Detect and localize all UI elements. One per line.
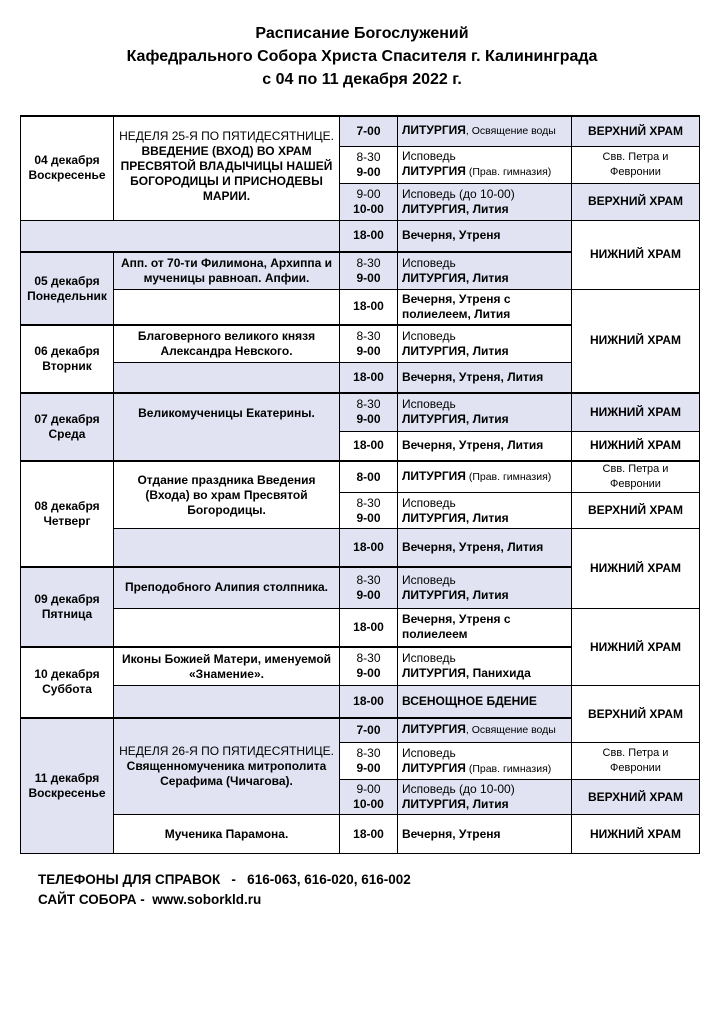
service-time: 7-00 [340,718,398,743]
location-cell: ВЕРХНИЙ ХРАМ [572,686,700,743]
location-cell: Свв. Петра и Февронии [572,461,700,493]
service-line-1: Исповедь [402,328,456,343]
table-row [21,393,700,431]
service-time [340,567,398,609]
table-row [21,686,700,718]
empty-cell [114,529,340,567]
service-note: , Освящение воды [465,125,556,138]
page-footer [38,870,411,910]
service-cell [398,116,572,146]
location-cell: НИЖНИЙ ХРАМ [572,393,700,431]
service-time: 18-00 [340,529,398,567]
service-time [340,252,398,289]
service-cell [398,393,572,431]
header-cathedral: Кафедрального Собора Христа Спасителя г. Калининграда [126,48,598,65]
service-line-1: Исповедь [402,397,456,412]
location-cell: НИЖНИЙ ХРАМ [572,609,700,686]
service-line-1: Исповедь [402,651,456,666]
feast-name: ВВЕДЕНИЕ (ВХОД) ВО ХРАМ ПРЕСВЯТОЙ ВЛАДЫЧИЦЫ НАШЕЙ БОГОРОДИЦЫ И ПРИСНОДЕВЫ МАРИИ. [120,144,333,203]
service-time: 8-00 [340,461,398,493]
service-note: , Освящение воды [465,724,556,737]
service-cell: Вечерня, Утреня [398,815,572,854]
service-cell [398,780,572,815]
saint-cell: Великомученицы Екатерины. [114,393,340,461]
time-1: 8-30 [356,397,381,412]
table-row [21,609,700,647]
day-weekday: Понедельник [27,288,107,303]
day-weekday: Воскресенье [28,168,106,183]
service-line-1: Исповедь (до 10-00) [402,186,515,201]
service-time [340,183,398,220]
service-cell: Вечерня, Утреня, Лития [398,431,572,461]
service-cell: Вечерня, Утреня, Лития [398,362,572,393]
day-date: 04 декабря [34,153,100,168]
day-cell-08 [21,461,114,567]
day-date: 09 декабря [34,591,100,606]
time-1: 8-30 [356,746,381,760]
day-cell-04 [21,116,114,220]
time-1: 8-30 [356,572,381,587]
time-1: 8-30 [356,328,381,343]
service-time: 18-00 [340,289,398,325]
service-time [340,393,398,431]
feast-name: Священномученика митрополита Серафима (Чичагова). [126,758,327,788]
location-cell: ВЕРХНИЙ ХРАМ [572,493,700,529]
time-2: 9-00 [356,270,381,285]
service-line-1: Исповедь [402,495,456,510]
time-2: 10-00 [353,797,384,811]
empty-cell [114,686,340,718]
service-cell [398,718,572,743]
service-line-2: ЛИТУРГИЯ, Лития [402,510,509,525]
service-line-2: ЛИТУРГИЯ, Лития [402,587,509,602]
service-time: 18-00 [340,431,398,461]
location-cell: НИЖНИЙ ХРАМ [572,289,700,393]
time-1: 9-00 [356,186,381,201]
time-1: 9-00 [356,782,381,796]
service-cell: Вечерня, Утреня [398,220,572,252]
location-cell: ВЕРХНИЙ ХРАМ [572,116,700,146]
location-cell: ВЕРХНИЙ ХРАМ [572,780,700,815]
service-cell [398,567,572,609]
table-row [21,116,700,146]
service-name: ЛИТУРГИЯ [402,760,466,775]
day-date: 11 декабря [34,770,100,785]
saint-cell: Отдание праздника Введения (Входа) во храм Пресвятой Богородицы. [114,461,340,529]
time-1: 8-30 [356,149,381,164]
service-note: (Прав. гимназия) [465,471,552,483]
service-line-2: ЛИТУРГИЯ, Лития [402,797,509,811]
header-dates: с 04 по 11 декабря 2022 г. [262,71,462,88]
service-cell [398,461,572,493]
day-cell-11 [21,718,114,854]
time-1: 8-30 [356,495,381,510]
feast-title: НЕДЕЛЯ 25-Я ПО ПЯТИДЕСЯТНИЦЕ. [119,129,334,143]
saint-cell-04 [114,116,340,220]
service-line-1: Исповедь [402,149,456,163]
day-cell-05 [21,252,114,325]
location-cell: НИЖНИЙ ХРАМ [572,431,700,461]
service-time: 18-00 [340,686,398,718]
day-weekday: Пятница [41,606,93,621]
page-header [0,22,724,91]
service-time [340,493,398,529]
service-time: 18-00 [340,815,398,854]
service-line-1: Исповедь (до 10-00) [402,782,515,796]
service-line-1: Исповедь [402,572,456,587]
phone-info: ТЕЛЕФОНЫ ДЛЯ СПРАВОК - 616-063, 616-020, 616-002 [38,872,411,887]
service-cell: Вечерня, Утреня с полиелеем [398,609,572,647]
service-name: ЛИТУРГИЯ [402,164,466,178]
table-row [21,529,700,567]
service-time: 7-00 [340,116,398,146]
time-2: 9-00 [356,666,381,681]
service-note: (Прав. гимназия) [465,762,552,775]
time-2: 9-00 [356,164,381,179]
saint-cell: Мученика Парамона. [114,815,340,854]
schedule-table [20,115,700,854]
location-cell: НИЖНИЙ ХРАМ [572,529,700,609]
empty-cell [21,220,340,252]
time-2: 10-00 [353,201,384,216]
day-weekday: Вторник [42,359,92,373]
service-time [340,325,398,362]
time-2: 9-00 [356,343,381,358]
day-weekday: Суббота [42,682,92,696]
service-time [340,780,398,815]
location-cell: Свв. Петра и Февронии [572,743,700,780]
service-cell [398,252,572,289]
time-1: 8-30 [356,651,381,666]
day-weekday: Воскресенье [28,785,106,800]
empty-cell [114,362,340,393]
table-row [21,815,700,854]
service-line-1: Исповедь [402,255,456,270]
service-line-2: ЛИТУРГИЯ, Лития [402,343,509,358]
service-note: (Прав. гимназия) [465,166,552,178]
service-time: 18-00 [340,362,398,393]
saint-cell: Иконы Божией Матери, именуемой «Знамение». [114,647,340,686]
empty-cell [114,609,340,647]
time-2: 9-00 [356,510,381,525]
service-time [340,647,398,686]
service-cell [398,647,572,686]
feast-title: НЕДЕЛЯ 26-Я ПО ПЯТИДЕСЯТНИЦЕ. [119,743,334,758]
service-line-2: ЛИТУРГИЯ, Лития [402,270,509,285]
day-date: 06 декабря [34,344,100,358]
service-time: 18-00 [340,609,398,647]
location-cell: ВЕРХНИЙ ХРАМ [572,183,700,220]
service-cell [398,743,572,780]
time-2: 9-00 [356,412,381,427]
table-row [21,461,700,493]
saint-cell: Благоверного великого князя Александра Невского. [114,325,340,362]
time-1: 8-30 [356,255,381,270]
saint-cell-11 [114,718,340,815]
day-date: 07 декабря [34,412,100,426]
saint-cell: Преподобного Алипия столпника. [114,567,340,609]
service-time [340,743,398,780]
service-cell [398,183,572,220]
service-line-2: ЛИТУРГИЯ, Лития [402,201,509,216]
service-line-2: ЛИТУРГИЯ, Панихида [402,666,531,681]
day-date: 08 декабря [34,498,100,513]
service-line-1: Исповедь [402,745,456,760]
time-2: 9-00 [356,587,381,602]
empty-cell [114,289,340,325]
service-cell: ВСЕНОЩНОЕ БДЕНИЕ [398,686,572,718]
service-cell [398,146,572,183]
day-date: 10 декабря [34,667,100,681]
table-row [21,289,700,325]
service-line-2: ЛИТУРГИЯ, Лития [402,412,509,427]
header-title: Расписание Богослужений [255,25,469,42]
day-cell-10 [21,647,114,718]
saint-cell: Апп. от 70-ти Филимона, Архиппа и мученицы равноап. Апфии. [114,252,340,289]
service-cell: Вечерня, Утреня с полиелеем, Лития [398,289,572,325]
service-name: ЛИТУРГИЯ [402,123,466,138]
service-name: ЛИТУРГИЯ [402,722,466,737]
day-cell-07 [21,393,114,461]
time-2: 9-00 [356,761,381,775]
service-time [340,146,398,183]
location-cell: НИЖНИЙ ХРАМ [572,220,700,289]
service-time: 18-00 [340,220,398,252]
day-date: 05 декабря [34,273,100,288]
service-name: ЛИТУРГИЯ [402,469,466,483]
service-cell [398,493,572,529]
service-cell: Вечерня, Утреня, Лития [398,529,572,567]
day-cell-06 [21,325,114,393]
day-cell-09 [21,567,114,647]
table-row [21,220,700,252]
day-weekday: Четверг [43,513,91,528]
location-cell: НИЖНИЙ ХРАМ [572,815,700,854]
service-cell [398,325,572,362]
day-weekday: Среда [48,427,86,441]
website-info: САЙТ СОБОРА - www.soborkld.ru [38,892,262,907]
location-cell: Свв. Петра и Февронии [572,146,700,183]
